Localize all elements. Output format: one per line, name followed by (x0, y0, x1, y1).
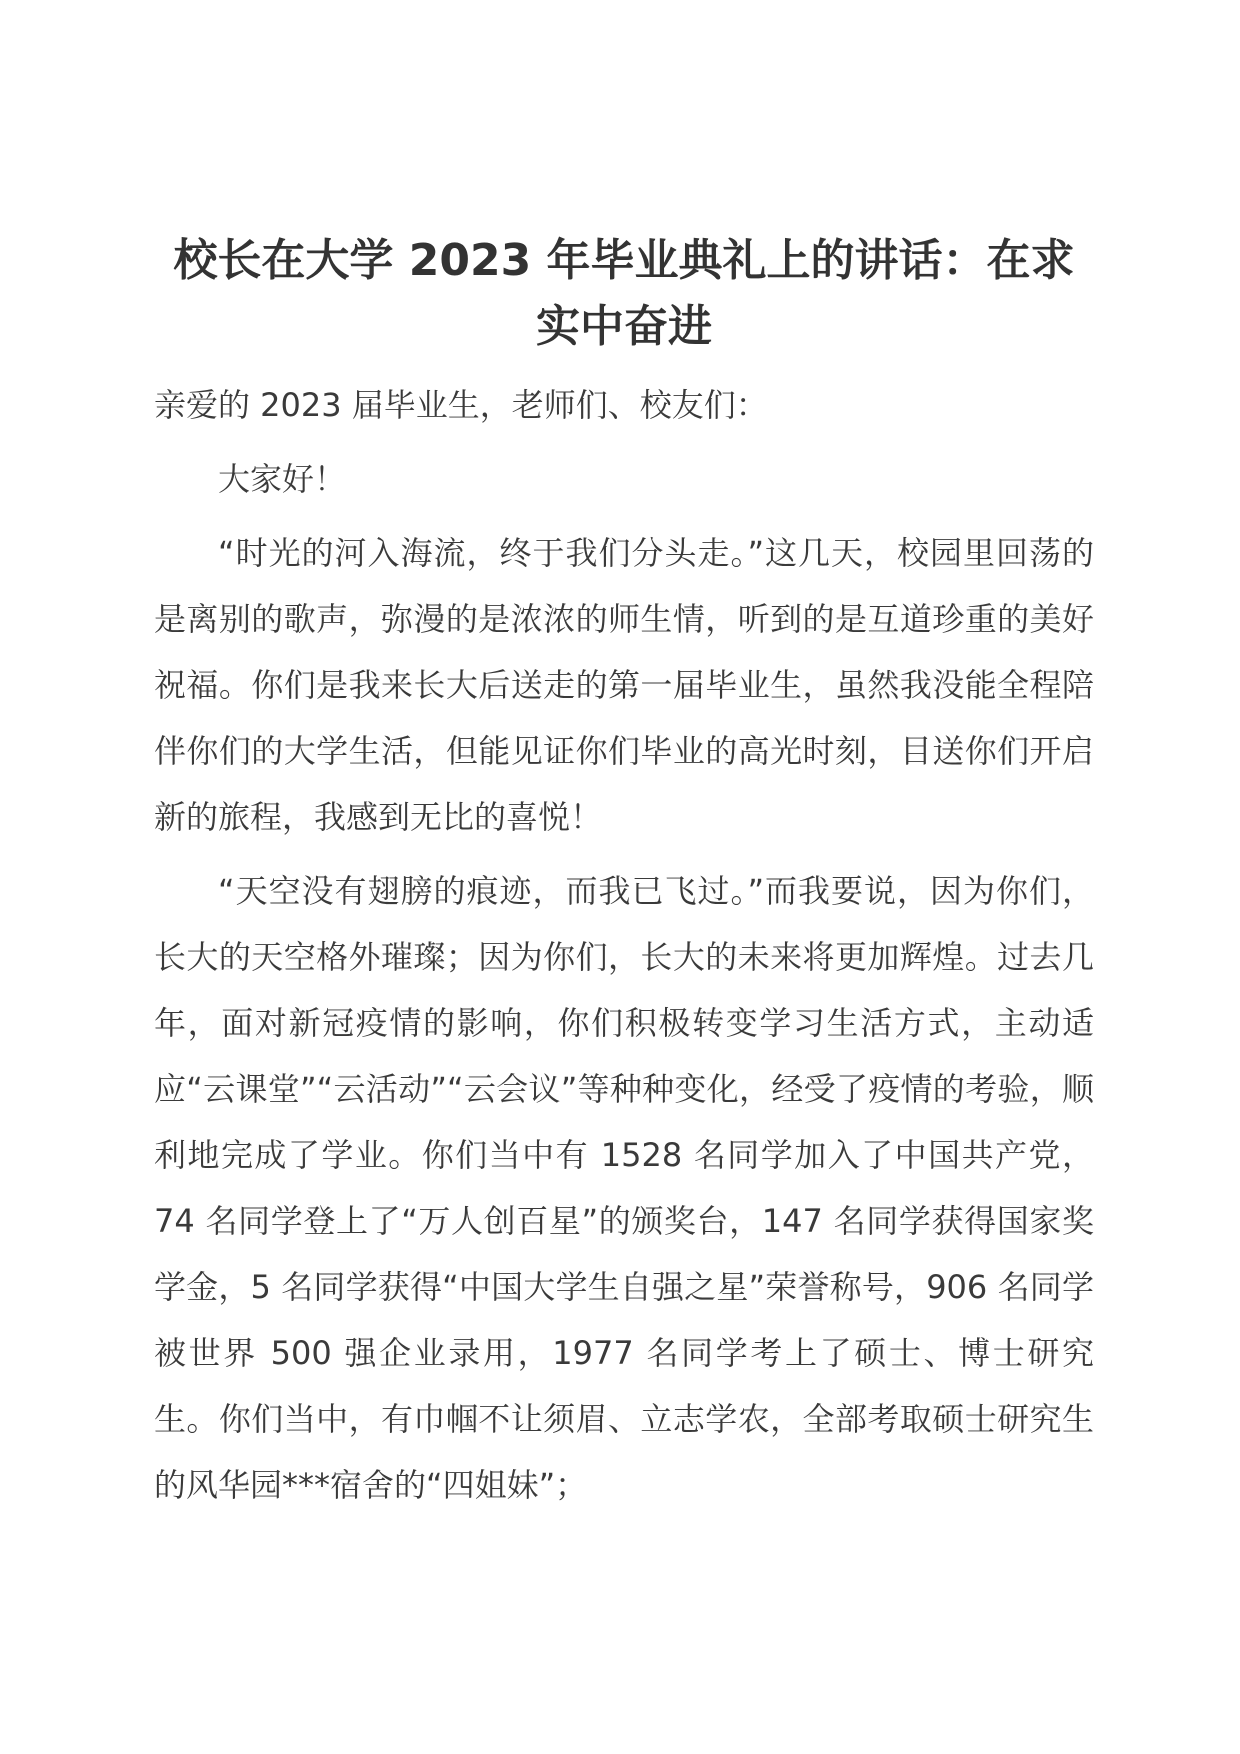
paragraph-achievements: “天空没有翅膀的痕迹，而我已飞过。”而我要说，因为你们，长大的天空格外璀璨；因为你们，长大的未来将更加辉煌。过去几年，面对新冠疫情的影响，你们积极转变学习生活方式，主动适应“云课堂”“云活动”“云会议”等种种变化，经受了疫情的考验，顺利地完成了学业。你们当中有 1528 名同学加入了中国共产党，74 名同学登上了“万人创百星”的颁奖台，147 名同学获得国家奖学金，5 名同学获得“中国大学生自强之星”荣誉称号，906 名同学被世界 500 强企业录用，1977 名同学考上了硕士、博士研究生。你们当中，有巾帼不让须眉、立志学农，全部考取硕士研究生的风华园***宿舍的“四姐妹”； (154, 872, 1094, 1504)
document-title: 校长在大学 2023 年毕业典礼上的讲话：在求实中奋进 (173, 235, 1075, 352)
paragraph-farewell: “时光的河入海流，终于我们分头走。”这几天，校园里回荡的是离别的歌声，弥漫的是浓浓的师生情，听到的是互道珍重的美好祝福。你们是我来长大后送走的第一届毕业生，虽然我没能全程陪伴你们的大学生活，但能见证你们毕业的高光时刻，目送你们开启新的旅程，我感到无比的喜悦！ (154, 534, 1094, 836)
paragraph-welcome: 大家好！ (218, 460, 347, 498)
salutation: 亲爱的 2023 届毕业生，老师们、校友们： (154, 386, 768, 424)
document-page (154, 228, 1094, 1518)
